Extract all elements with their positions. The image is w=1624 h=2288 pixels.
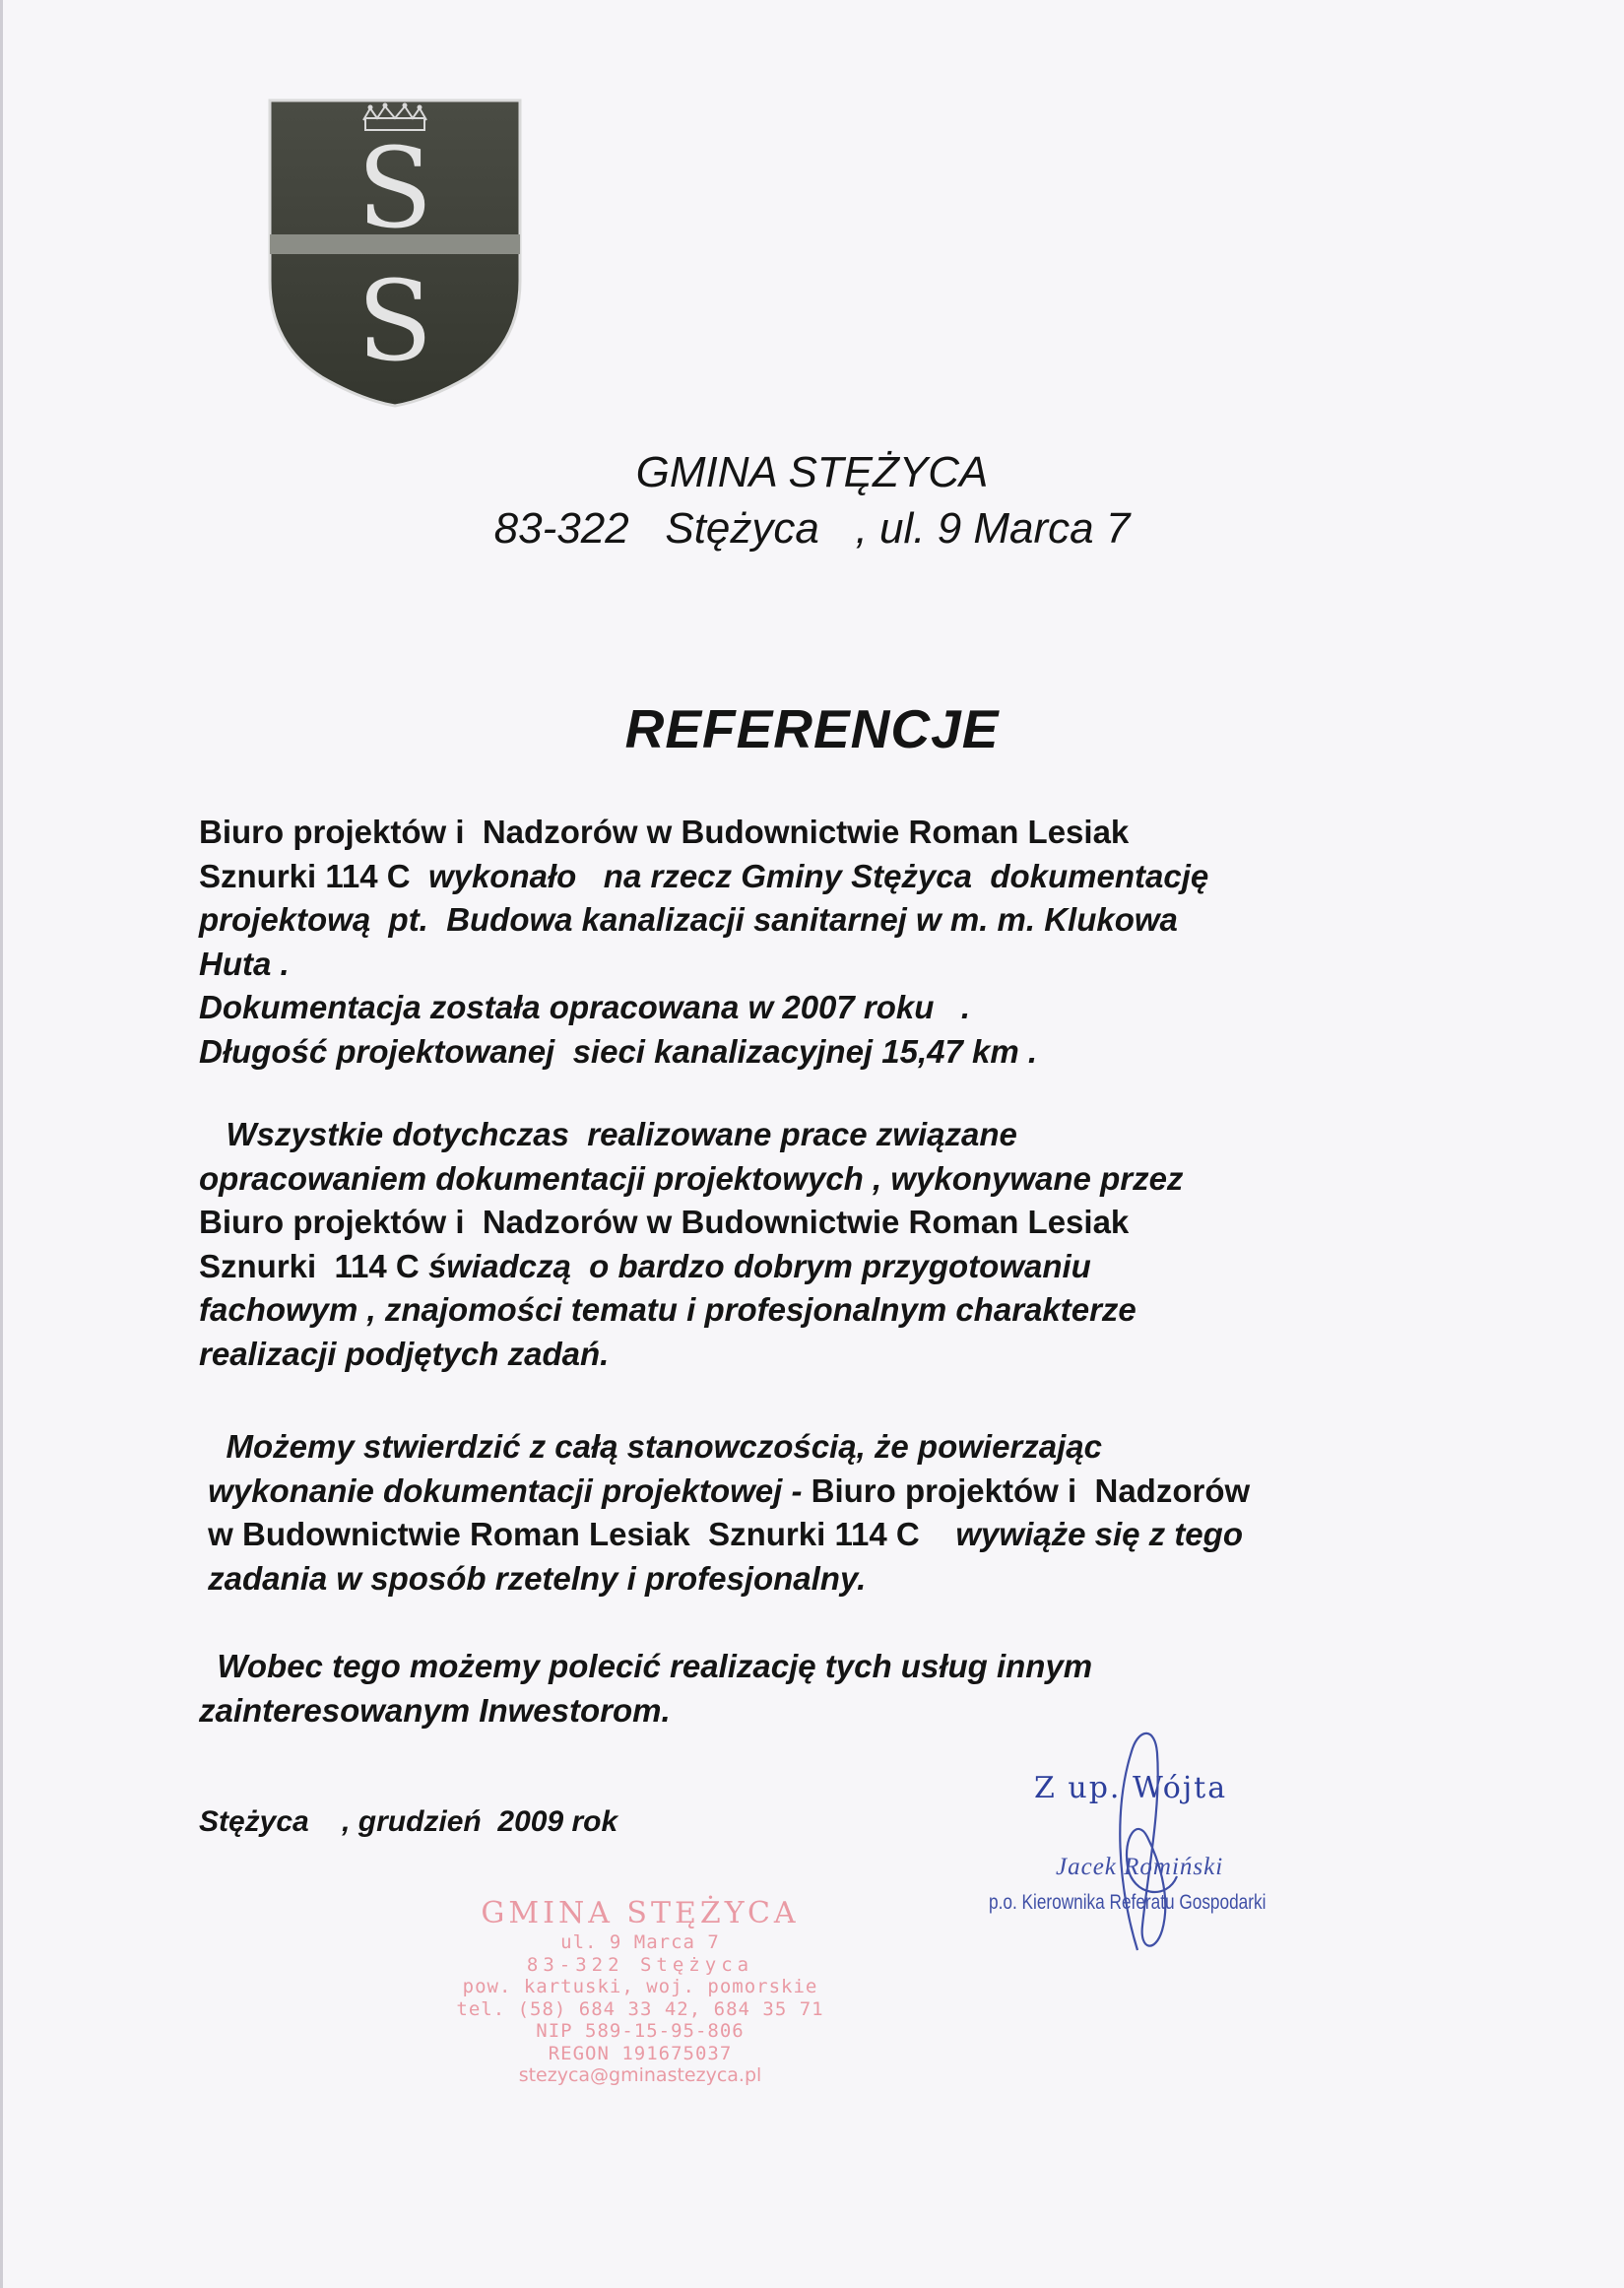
text-line	[199, 1245, 1440, 1289]
signatory-role: p.o. Kierownika Referatu Gospodarki	[989, 1891, 1267, 1914]
stamp-regon: REGON 191675037	[548, 2042, 733, 2064]
text-segment: Sznurki 114 C	[199, 857, 428, 894]
stamp-email: stezyca@gminastezyca.pl	[518, 2064, 762, 2086]
text-line	[199, 1113, 1440, 1157]
org-address	[0, 504, 1624, 554]
text-segment: Możemy stwierdzić z całą stanowczością, że powierzając	[199, 1428, 1103, 1465]
paragraph-2	[199, 1113, 1440, 1376]
text-segment: projektową pt. Budowa kanalizacji sanitarnej w m. m. Klukowa	[199, 901, 1178, 938]
signature-title: Z up. Wójta	[1034, 1771, 1228, 1805]
crest-letter-bottom: S	[357, 258, 433, 386]
text-segment: Wszystkie dotychczas realizowane prace związane	[199, 1116, 1017, 1152]
handwritten-signature	[1078, 1729, 1216, 1955]
text-segment: wywiąże się z tego	[955, 1516, 1243, 1552]
stamp-postal: 83-322 Stężyca	[526, 1953, 754, 1976]
text-segment: Sznurki 114 C	[199, 1247, 428, 1284]
text-segment: wykonało na rzecz Gminy Stężyca dokumentację	[427, 857, 1209, 894]
street: , ul. 9 Marca 7	[855, 504, 1131, 553]
text-segment: Dokumentacja została opracowana w 2007 roku .	[199, 989, 971, 1025]
text-segment: fachowym , znajomości tematu i profesjonalnym charakterze	[199, 1291, 1137, 1328]
text-segment: w Budownictwie Roman Lesiak Sznurki 114 C	[199, 1516, 956, 1552]
stamp-nip: NIP 589-15-95-806	[536, 2020, 745, 2042]
text-segment: Biuro projektów i Nadzorów	[811, 1471, 1251, 1509]
text-line	[199, 1470, 1440, 1514]
postal-code: 83-322	[493, 504, 629, 553]
text-line	[199, 1689, 1440, 1733]
text-segment: Wobec tego możemy polecić realizację tych usług innym	[199, 1648, 1093, 1684]
official-stamp	[433, 1896, 847, 2087]
stamp-phone: tel. (58) 684 33 42, 684 35 71	[456, 1997, 824, 2020]
text-line	[199, 986, 1440, 1030]
text-line	[199, 1333, 1440, 1377]
text-line	[199, 1030, 1440, 1075]
text-line	[199, 1645, 1440, 1689]
text-segment: Huta .	[199, 945, 290, 982]
paragraph-1	[199, 811, 1440, 1074]
text-line	[199, 898, 1440, 943]
text-line	[199, 1157, 1440, 1202]
text-segment: Długość projektowanej sieci kanalizacyjnej 15,47 km .	[199, 1032, 1038, 1070]
text-segment: zadania w sposób rzetelny i profesjonalny.	[199, 1559, 867, 1597]
text-line	[199, 1513, 1440, 1557]
text-line	[199, 1201, 1440, 1245]
document-title: REFERENCJE	[624, 698, 1000, 759]
crest-letter-top: S	[357, 125, 433, 253]
text-line	[199, 1425, 1440, 1470]
text-line	[199, 811, 1440, 855]
org-name: GMINA STĘŻYCA	[635, 448, 989, 496]
text-segment: Biuro projektów i Nadzorów w Budownictwie Roman Lesiak	[199, 814, 1130, 850]
text-segment: wykonanie dokumentacji projektowej -	[199, 1471, 812, 1509]
paragraph-4	[199, 1645, 1440, 1732]
text-line	[199, 1557, 1440, 1602]
text-segment: zainteresowanym Inwestorom.	[199, 1691, 671, 1729]
dateline: Stężyca , grudzień 2009 rok	[199, 1805, 618, 1838]
text-line	[199, 1288, 1440, 1333]
stamp-region: pow. kartuski, woj. pomorskie	[462, 1976, 818, 1997]
town: Stężyca	[665, 504, 819, 553]
text-segment: opracowaniem dokumentacji projektowych , wykonywane przez	[199, 1159, 1184, 1197]
text-line	[199, 943, 1440, 987]
text-segment: realizacji podjętych zadań.	[199, 1335, 610, 1372]
paragraph-3	[199, 1425, 1440, 1601]
text-segment: świadczą o bardzo dobrym przygotowaniu	[427, 1247, 1091, 1284]
crest-logo	[266, 98, 524, 409]
text-segment: Biuro projektów i Nadzorów w Budownictwie Roman Lesiak	[199, 1204, 1130, 1240]
text-line	[199, 855, 1440, 899]
stamp-org-name: GMINA STĘŻYCA	[481, 1896, 800, 1930]
signatory-name: Jacek Romiński	[1056, 1854, 1224, 1880]
stamp-street: ul. 9 Marca 7	[560, 1931, 720, 1953]
